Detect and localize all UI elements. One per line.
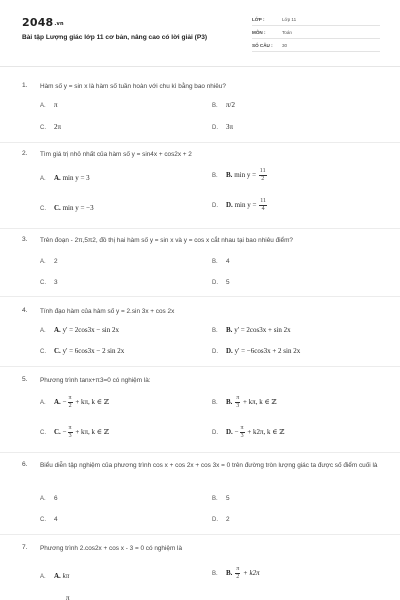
option-b[interactable]	[212, 495, 230, 502]
option-sign: −	[62, 398, 67, 407]
option-letter: B.	[212, 259, 218, 265]
option-d[interactable]	[212, 123, 233, 131]
option-c[interactable]	[40, 347, 124, 355]
fraction-denominator: 4	[261, 206, 265, 212]
question-divider	[0, 142, 400, 143]
option-fraction	[68, 425, 73, 440]
option-value: π	[54, 101, 58, 109]
option-value: 6	[54, 495, 58, 502]
fraction-denominator: 2	[236, 574, 240, 580]
option-fraction	[68, 395, 73, 410]
fraction-numerator: π	[68, 425, 72, 431]
question-divider	[0, 296, 400, 297]
option-value: + kπ, k ∈ ℤ	[73, 428, 109, 437]
option-label: A.	[54, 174, 61, 182]
option-a[interactable]	[40, 326, 119, 334]
option-c[interactable]	[40, 516, 58, 523]
option-value: min y =	[234, 171, 258, 180]
option-a[interactable]	[40, 258, 58, 265]
option-letter: D.	[212, 202, 218, 209]
option-value: 4	[54, 516, 58, 523]
site-logo[interactable]	[22, 16, 64, 29]
question-text: Tính đạo hàm của hàm số y = 2.sin 3x + cos 2x	[40, 308, 175, 315]
option-letter: C.	[40, 280, 46, 286]
question-number: 6.	[22, 461, 28, 468]
option-letter: B.	[212, 328, 218, 334]
option-letter: B.	[212, 172, 218, 179]
option-a[interactable]	[40, 572, 69, 580]
option-value: y' = 6cos3x − 2 sin 2x	[62, 347, 125, 355]
meta-row-subject	[252, 27, 380, 39]
question-number: 4.	[22, 307, 28, 314]
question-text: Hàm số y = sin x là hàm số tuần hoàn với chu kì bằng bao nhiêu?	[40, 83, 226, 90]
option-letter: D.	[212, 280, 218, 286]
option-value: 2π	[54, 123, 62, 131]
option-label: A.	[54, 572, 61, 580]
option-c[interactable]	[40, 123, 61, 131]
option-value: y' = 2cos3x − sin 2x	[62, 326, 120, 334]
meta-label-subject: MÔN :	[252, 30, 266, 35]
option-label: D.	[226, 428, 233, 437]
question-text: Phương trình 2.cos2x + cos x - 3 = 0 có nghiệm là	[40, 545, 183, 552]
fraction-numerator: 11	[260, 198, 266, 204]
option-letter: A.	[40, 399, 46, 406]
option-label: C.	[54, 347, 61, 355]
fraction-numerator: π	[240, 425, 244, 431]
option-letter: C.	[40, 125, 46, 131]
option-value: min y = −3	[62, 204, 94, 212]
option-a[interactable]	[40, 174, 90, 182]
question-divider	[0, 228, 400, 229]
option-letter: C.	[40, 429, 46, 436]
option-c[interactable]	[40, 204, 94, 212]
question-number: 1.	[22, 82, 28, 89]
option-value: 2	[226, 516, 230, 523]
question-text: Biểu diễn tập nghiệm của phương trình cos x + cos 2x + cos 3x = 0 trên đường tròn lượng giác ta được số điểm cuối là	[40, 462, 378, 469]
option-sign: −	[62, 428, 67, 437]
document-meta	[252, 14, 380, 53]
option-value: + kπ, k ∈ ℤ	[241, 398, 277, 407]
option-b[interactable]	[212, 395, 277, 410]
question-text: Phương trình tanx+π3=0 có nghiệm là:	[40, 377, 151, 384]
option-d[interactable]	[212, 198, 268, 213]
option-b[interactable]	[212, 326, 291, 334]
option-letter: B.	[212, 103, 218, 109]
option-letter: D.	[212, 349, 218, 355]
option-value: 5	[226, 279, 230, 286]
header-divider	[0, 66, 400, 67]
option-b[interactable]	[212, 101, 235, 109]
option-value: kπ	[62, 572, 70, 580]
question-number: 7.	[22, 544, 28, 551]
option-label: D.	[226, 201, 233, 210]
option-b[interactable]	[212, 566, 260, 581]
option-value: 5	[226, 495, 230, 502]
option-fraction	[259, 168, 267, 183]
option-value: y' = 2cos3x + sin 2x	[234, 326, 291, 334]
option-label: C.	[54, 204, 61, 212]
fraction-denominator: 2	[68, 403, 72, 409]
option-d[interactable]	[212, 425, 284, 440]
option-value: + k2π, k ∈ ℤ	[245, 428, 285, 437]
option-fraction	[235, 566, 240, 581]
meta-row-count	[252, 40, 380, 52]
fraction-numerator: π	[236, 566, 240, 572]
option-label: B.	[226, 398, 233, 407]
option-letter: A.	[40, 259, 46, 265]
option-letter: D.	[212, 429, 218, 436]
fraction-denominator: 3	[68, 433, 72, 439]
option-value: 3π	[226, 123, 234, 131]
fraction-numerator: 11	[259, 168, 266, 174]
option-a[interactable]	[40, 495, 58, 502]
option-value: y' = −6cos3x + 2 sin 2x	[234, 347, 301, 355]
option-value: 2	[54, 258, 58, 265]
option-letter: A.	[40, 103, 46, 109]
option-fraction	[259, 198, 267, 213]
option-c[interactable]	[40, 279, 58, 286]
question-divider	[0, 452, 400, 453]
option-label: B.	[226, 569, 233, 578]
option-value: min y =	[234, 201, 259, 210]
option-letter: A.	[40, 496, 46, 502]
option-label: A.	[54, 398, 61, 407]
option-value: + kπ, k ∈ ℤ	[73, 398, 109, 407]
question-text: Tìm giá trị nhỏ nhất của hàm số y = sin4x + cos2x + 2	[40, 151, 192, 158]
option-letter: A.	[40, 176, 46, 182]
option-value: 4	[226, 258, 230, 265]
option-value: π/2	[226, 101, 235, 109]
option-a[interactable]	[40, 101, 58, 109]
logo-text: 2048	[22, 16, 54, 29]
question-text: Trên đoạn - 2π,5π2, đồ thị hai hàm số y = sin x và y = cos x cắt nhau tại bao nhiêu điểm?	[40, 237, 293, 244]
option-label: B.	[226, 326, 233, 334]
logo-suffix: .vn	[54, 21, 64, 27]
fraction-denominator: 3	[236, 403, 240, 409]
meta-value-count: 30	[282, 43, 288, 48]
page-title: Bài tập Lượng giác lớp 11 cơ bản, nâng cao có lời giải (P3)	[22, 34, 208, 41]
option-letter: B.	[212, 570, 218, 577]
option-label: D.	[226, 347, 233, 355]
option-letter: C.	[40, 349, 46, 355]
option-letter: D.	[212, 517, 218, 523]
option-sign: −	[234, 428, 239, 437]
meta-value-subject: Toán	[282, 30, 292, 35]
option-label: A.	[54, 326, 61, 334]
question-number: 2.	[22, 150, 28, 157]
option-fraction	[240, 425, 245, 440]
option-d[interactable]	[212, 516, 230, 523]
option-b[interactable]	[212, 168, 268, 183]
option-letter: C.	[40, 517, 46, 523]
option-letter: A.	[40, 574, 46, 580]
option-letter: B.	[212, 496, 218, 502]
option-value: π	[66, 594, 70, 600]
meta-row-grade	[252, 14, 380, 26]
meta-label-grade: LỚP :	[252, 17, 265, 22]
option-c-partial	[66, 594, 70, 600]
fraction-numerator: π	[68, 395, 72, 401]
option-d[interactable]	[212, 347, 300, 355]
option-letter: A.	[40, 328, 46, 334]
question-number: 3.	[22, 236, 28, 243]
fraction-denominator: 3	[240, 433, 244, 439]
option-letter: B.	[212, 399, 218, 406]
fraction-numerator: π	[236, 395, 240, 401]
question-divider	[0, 534, 400, 535]
option-letter: C.	[40, 206, 46, 212]
meta-value-grade: Lớp 11	[282, 17, 297, 22]
option-b[interactable]	[212, 258, 230, 265]
question-divider	[0, 366, 400, 367]
option-value: min y = 3	[62, 174, 90, 182]
option-value: + k2π	[241, 569, 260, 578]
option-letter: D.	[212, 125, 218, 131]
meta-label-count: SỐ CÂU :	[252, 43, 273, 48]
fraction-denominator: 2	[261, 176, 265, 182]
option-label: C.	[54, 428, 61, 437]
document-header	[0, 0, 400, 58]
option-a[interactable]	[40, 395, 109, 410]
option-c[interactable]	[40, 425, 109, 440]
question-number: 5.	[22, 376, 28, 383]
option-fraction	[235, 395, 240, 410]
option-value: 3	[54, 279, 58, 286]
option-label: B.	[226, 171, 233, 180]
option-d[interactable]	[212, 279, 230, 286]
